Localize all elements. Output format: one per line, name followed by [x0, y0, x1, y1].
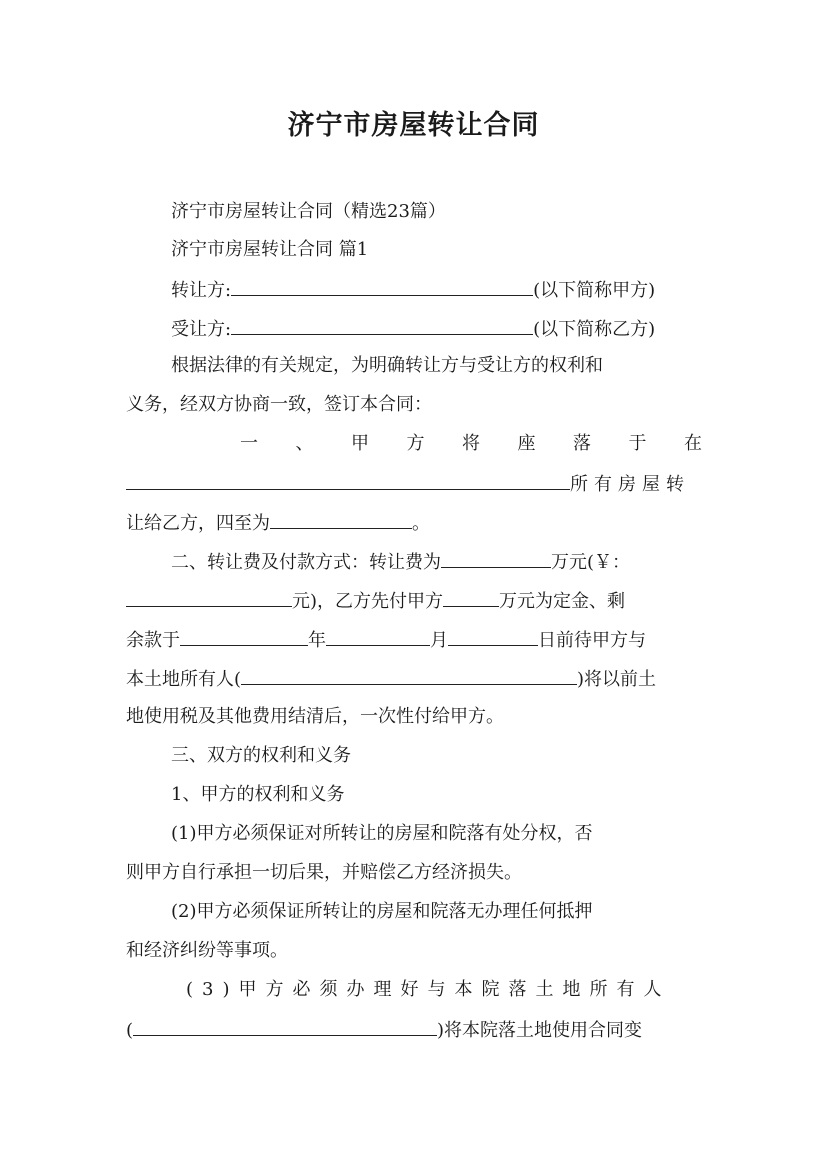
clause-two-cont-line: 本土地所有人( )将以前土	[126, 666, 656, 692]
transferor-line	[171, 277, 655, 303]
deposit-blank	[443, 588, 499, 607]
year-blank	[180, 627, 308, 646]
clause-two-cont-line: 元)，乙方先付甲方 万元为定金、剩	[126, 588, 625, 614]
land-owner-blank	[133, 1017, 437, 1036]
paragraph-line: 地使用税及其他费用结清后，一次性付给甲方。	[126, 706, 504, 727]
clause-two-line: 二、转让费及付款方式：转让费为 万元(￥：	[171, 549, 630, 575]
item-line: 则甲方自行承担一切后果，并赔偿乙方经济损失。	[126, 862, 522, 883]
transferee-line	[171, 316, 655, 342]
clause-two-cont-line: 余款于 年 月 日前待甲方与	[126, 627, 646, 653]
paragraph-line: 根据法律的有关规定，为明确转让方与受让方的权利和	[171, 355, 603, 376]
clause-three-heading: 三、双方的权利和义务	[171, 745, 351, 766]
sub-heading: 1、甲方的权利和义务	[171, 784, 345, 805]
location-blank	[126, 471, 570, 490]
clause-one-cont-line: 让给乙方，四至为 。	[126, 510, 430, 536]
transferee-label: 受让方:	[171, 319, 232, 340]
fee-blank	[441, 549, 551, 568]
transferor-label: 转让方:	[171, 280, 232, 301]
paragraph-line: 义务，经双方协商一致，签订本合同：	[126, 394, 432, 415]
day-blank	[448, 627, 538, 646]
item-line: (3)甲方必须办理好与本院落土地所有人	[186, 979, 671, 1000]
clause-one-cont-line	[126, 471, 690, 497]
transferor-note: (以下简称甲方)	[533, 280, 656, 301]
clause-one-text-2: 所有房屋转	[570, 474, 690, 495]
item-line: (2)甲方必须保证所转让的房屋和院落无办理任何抵押	[171, 901, 593, 922]
subtitle-line: 济宁市房屋转让合同（精选23篇）	[171, 201, 446, 222]
transferor-blank	[231, 277, 533, 296]
transferee-note: (以下简称乙方)	[533, 319, 656, 340]
amount-blank	[126, 588, 292, 607]
boundary-blank	[270, 510, 412, 529]
month-blank	[326, 627, 430, 646]
transferee-blank	[231, 316, 533, 335]
owner-blank	[241, 666, 577, 685]
section-heading-line: 济宁市房屋转让合同 篇1	[171, 239, 369, 260]
item-line: (1)甲方必须保证对所转让的房屋和院落有处分权，否	[171, 823, 593, 844]
item-line: 和经济纠纷等事项。	[126, 940, 288, 961]
item-cont-line: ( )将本院落土地使用合同变	[126, 1017, 642, 1043]
document-title: 济宁市房屋转让合同	[287, 110, 540, 141]
clause-one-line: 一 、 甲 方 将 座 落 于 在	[240, 433, 702, 454]
